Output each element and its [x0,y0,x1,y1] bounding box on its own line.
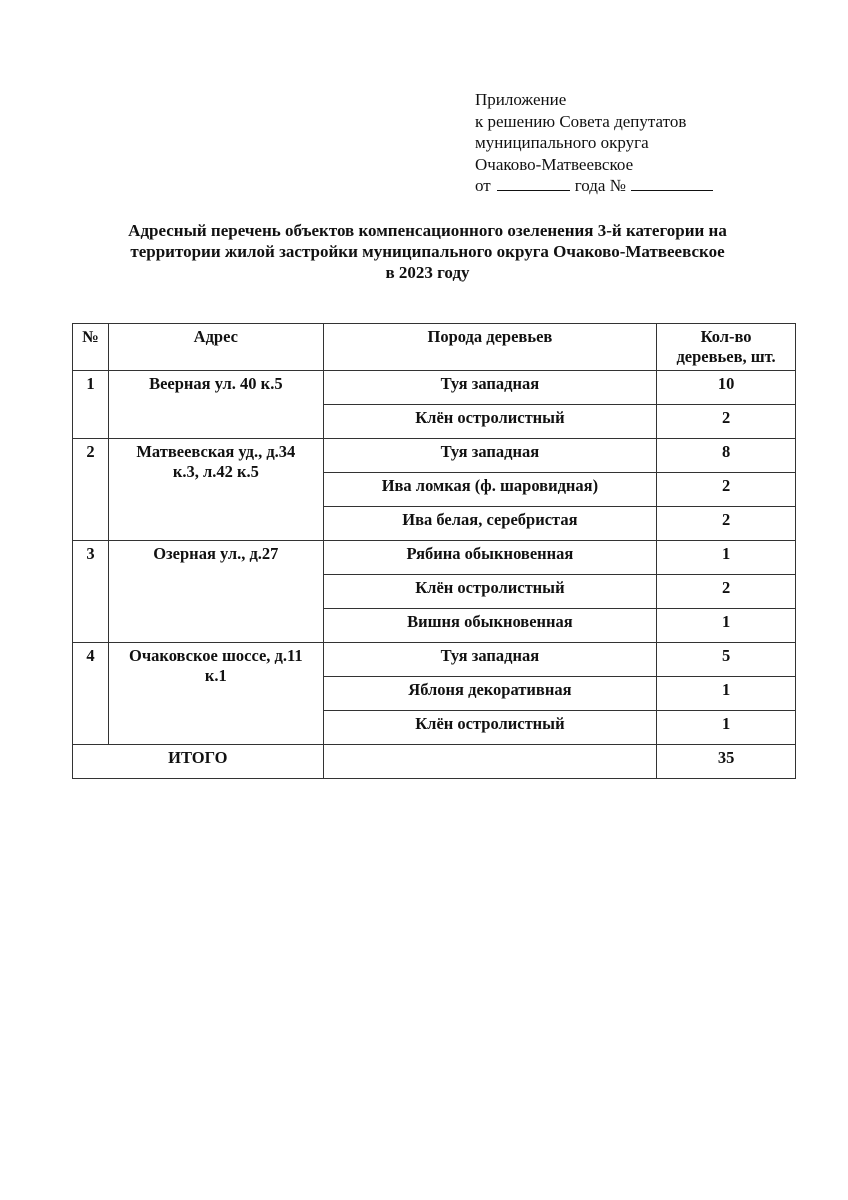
total-row [73,745,796,779]
address-line: Очаковское шоссе, д.11 [129,646,303,665]
cell-species: Вишня обыкновенная [323,609,656,643]
title-line: территории жилой застройки муниципального округа Очаково-Матвеевское [130,242,725,261]
title-line: в 2023 году [385,263,470,282]
from-label: от [475,176,491,195]
date-blank [497,176,570,191]
cell-num: 3 [73,541,109,643]
cell-qty: 2 [657,575,796,609]
cell-species: Ива ломкая (ф. шаровидная) [323,473,656,507]
total-label: ИТОГО [73,745,324,779]
cell-qty: 1 [657,711,796,745]
table-header-row [73,324,796,371]
cell-qty: 1 [657,541,796,575]
cell-qty: 2 [657,507,796,541]
header-qty-line: Кол-во [700,327,752,346]
table-row [73,439,796,473]
cell-species: Рябина обыкновенная [323,541,656,575]
year-number-label: года № [574,176,626,195]
table-row [73,371,796,405]
document-title [60,220,795,283]
cell-num: 1 [73,371,109,439]
table-row [73,643,796,677]
cell-species: Туя западная [323,371,656,405]
total-qty: 35 [657,745,796,779]
cell-qty: 1 [657,677,796,711]
cell-species: Клён остролистный [323,711,656,745]
cell-qty: 10 [657,371,796,405]
table-row [73,541,796,575]
cell-qty: 1 [657,609,796,643]
cell-species: Туя западная [323,643,656,677]
header-quantity [657,324,796,371]
cell-address: Веерная ул. 40 к.5 [108,371,323,439]
cell-species: Яблоня декоративная [323,677,656,711]
address-line: к.3, л.42 к.5 [172,462,259,481]
cell-num: 4 [73,643,109,745]
total-species [323,745,656,779]
cell-num: 2 [73,439,109,541]
cell-address [108,439,323,541]
appendix-date-line [475,175,713,197]
cell-species: Ива белая, серебристая [323,507,656,541]
appendix-line: к решению Совета депутатов [475,111,687,131]
header-num: № [73,324,109,371]
cell-qty: 2 [657,405,796,439]
header-address: Адрес [108,324,323,371]
header-species: Порода деревьев [323,324,656,371]
address-line: к.1 [204,666,227,685]
cell-address: Озерная ул., д.27 [108,541,323,643]
appendix-block [475,89,713,197]
number-blank [631,176,713,191]
cell-qty: 8 [657,439,796,473]
title-line: Адресный перечень объектов компенсационного озеленения 3-й категории на [128,221,727,240]
cell-qty: 2 [657,473,796,507]
cell-species: Клён остролистный [323,405,656,439]
appendix-line: Приложение [475,90,567,109]
header-qty-line: деревьев, шт. [676,347,776,366]
appendix-line: Очаково-Матвеевское [475,154,634,174]
cell-species: Туя западная [323,439,656,473]
address-line: Матвеевская уд., д.34 [136,442,296,461]
cell-qty: 5 [657,643,796,677]
cell-species: Клён остролистный [323,575,656,609]
cell-address [108,643,323,745]
planting-table [72,323,796,779]
appendix-line: муниципального округа [475,133,649,152]
